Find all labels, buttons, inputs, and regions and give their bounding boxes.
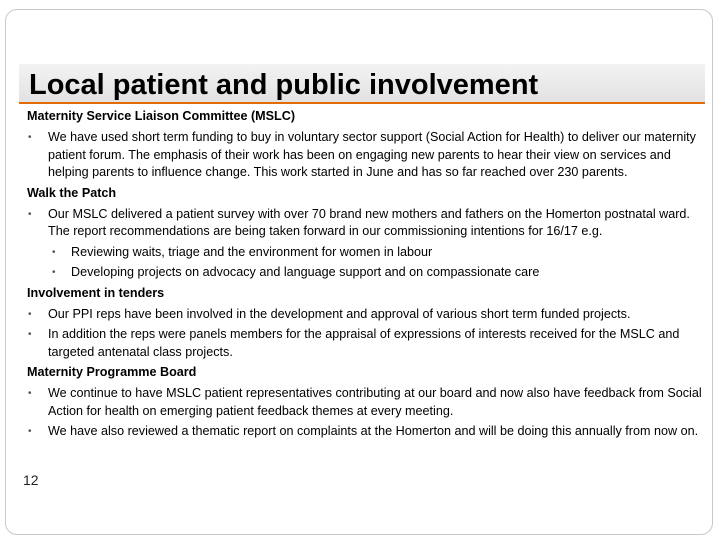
- bullet-item: [27, 326, 707, 361]
- bullet-item: [27, 206, 707, 241]
- bullet-text: Our PPI reps have been involved in the development and approval of various short term funded projects.: [48, 306, 631, 321]
- slide-number: 12: [23, 472, 39, 488]
- bullet-icon: •: [28, 426, 32, 437]
- section-heading-walk-the-patch: Walk the Patch: [27, 185, 117, 200]
- bullet-text: We have used short term funding to buy in voluntary sector support (Social Action for Health) to deliver our maternity patient forum. The emphasis of their work has been on engaging new parents to hear their view on services and helping parents to influence change. This work started in June and has so far reached over 230 parents.: [48, 130, 696, 179]
- bullet-icon: •: [28, 132, 32, 143]
- slide-title: Local patient and public involvement: [29, 69, 539, 101]
- bullet-item: [27, 423, 707, 441]
- sub-bullet-text: Reviewing waits, triage and the environment for women in labour: [71, 244, 433, 259]
- sub-bullet-item: [27, 264, 707, 282]
- bullet-icon: •: [28, 308, 32, 320]
- bullet-icon: •: [52, 246, 56, 258]
- bullet-item: [27, 385, 707, 420]
- bullet-icon: •: [52, 267, 56, 278]
- bullet-text: Our MSLC delivered a patient survey with over 70 brand new mothers and fathers on the Homerton postnatal ward. The report recommendations are being taken forward in our commissioning intentions for 16/17 e.g.: [48, 206, 690, 238]
- section-heading-mslc: Maternity Service Liaison Committee (MSLC): [27, 109, 296, 123]
- bullet-text: We have also reviewed a thematic report on complaints at the Homerton and will be doing this annually from now on.: [48, 424, 699, 438]
- bullet-icon: •: [28, 388, 32, 399]
- bullet-text: We continue to have MSLC patient representatives contributing at our board and now also have feedback from Social Action for health on emerging patient feedback themes at every meeting.: [48, 386, 702, 418]
- bullet-item: [27, 129, 707, 182]
- slide-content: [27, 108, 707, 444]
- bullet-icon: •: [28, 329, 32, 340]
- section-heading-maternity-programme-board: Maternity Programme Board: [27, 365, 197, 379]
- bullet-text: In addition the reps were panels members for the appraisal of expressions of interests received for the MSLC and targeted antenatal class projects.: [48, 327, 680, 359]
- bullet-item: [27, 306, 707, 324]
- sub-bullet-item: [27, 244, 707, 262]
- sub-bullet-text: Developing projects on advocacy and language support and on compassionate care: [71, 265, 540, 279]
- bullet-icon: •: [28, 208, 32, 220]
- section-heading-involvement-in-tenders: Involvement in tenders: [27, 285, 165, 300]
